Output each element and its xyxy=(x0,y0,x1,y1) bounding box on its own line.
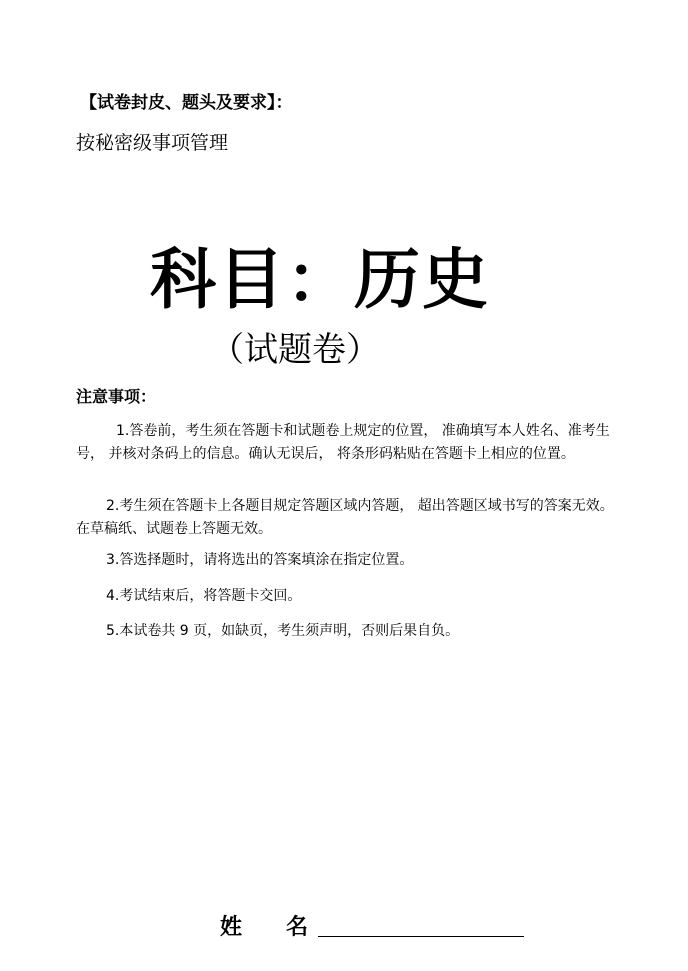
notice-item: 5.本试卷共 9 页，如缺页，考生须声明，否则后果自负。 xyxy=(106,623,460,639)
secrecy-level: 按秘密级事项管理 xyxy=(76,132,229,154)
notice-item: 2.考生须在答题卡上各题目规定答题区域内答题， 超出答题区域书写的答案无效。在草稿纸、试题卷上答题无效。 xyxy=(76,498,614,537)
notice-item: 3.答选择题时，请将选出的答案填涂在指定位置。 xyxy=(106,552,414,568)
name-blank-line xyxy=(318,936,524,937)
name-label: 姓名 xyxy=(220,915,353,940)
paper-subtitle: （试题卷） xyxy=(210,330,380,370)
notice-item: 1.答卷前，考生须在答题卡和试题卷上规定的位置， 准确填写本人姓名、准考生号， 并核对条码上的信息。确认无误后， 将条形码粘贴在答题卡上相应的位置。 xyxy=(76,423,610,462)
subject-title: 科目：历史 xyxy=(150,241,490,318)
notice-title: 注意事项： xyxy=(76,387,157,406)
notice-item: 4.考试结束后，将答题卡交回。 xyxy=(106,588,302,604)
cover-header-note: 【试卷封皮、题头及要求】： xyxy=(80,93,293,113)
